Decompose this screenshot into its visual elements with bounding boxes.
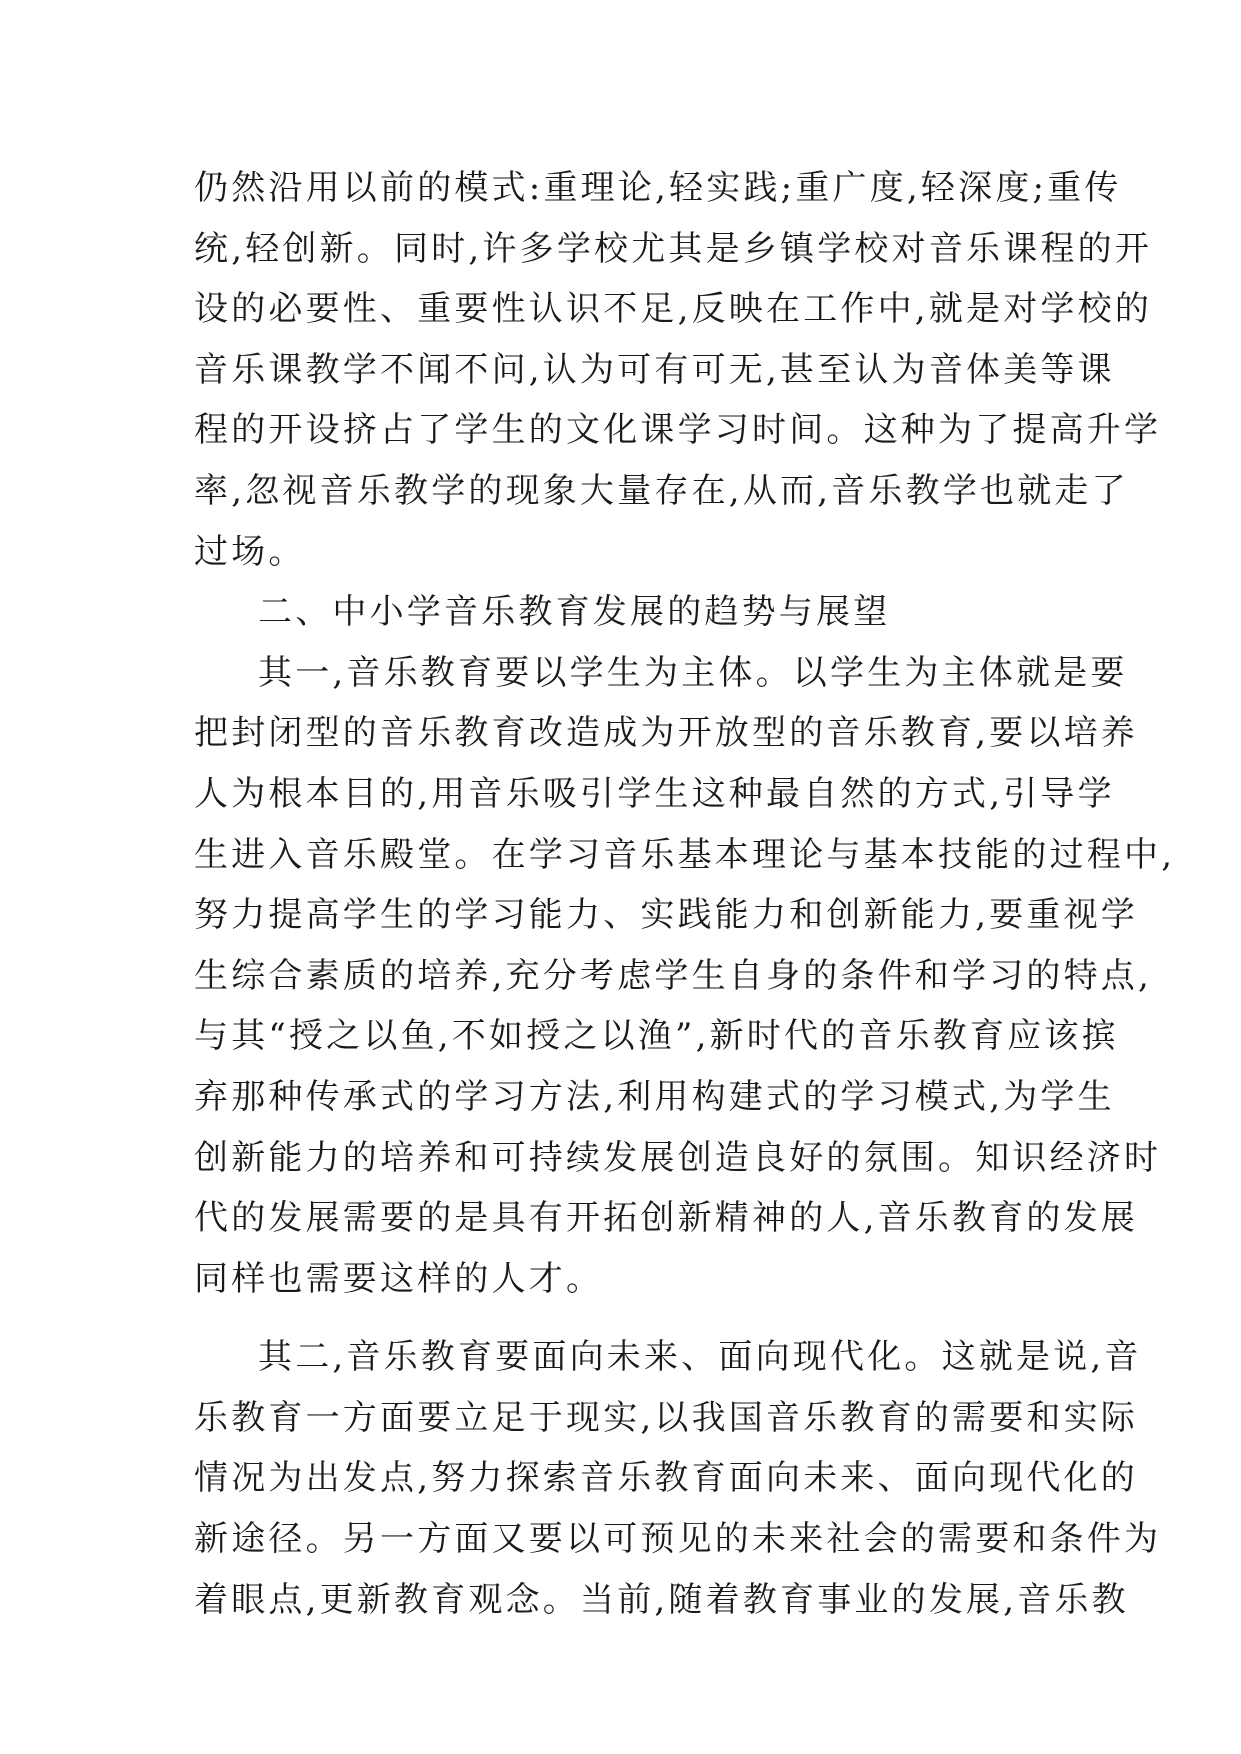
text-line: 新途径。另一方面又要以可预见的未来社会的需要和条件为	[194, 1519, 1162, 1560]
text-line: 生进入音乐殿堂。在学习音乐基本理论与基本技能的过程中,	[194, 834, 1176, 875]
text-line: 努力提高学生的学习能力、实践能力和创新能力,要重视学	[194, 895, 1139, 936]
text-line: 生综合素质的培养,充分考虑学生自身的条件和学习的特点,	[194, 955, 1153, 996]
text-line: 统,轻创新。同时,许多学校尤其是乡镇学校对音乐课程的开	[194, 228, 1153, 269]
text-line: 同样也需要这样的人才。	[194, 1258, 604, 1299]
text-line: 与其“授之以鱼,不如授之以渔”,新时代的音乐教育应该摈	[194, 1016, 1119, 1057]
section-heading: 二、中小学音乐教育发展的趋势与展望	[258, 592, 891, 633]
paragraph-start: 其二,音乐教育要面向未来、面向现代化。这就是说,音	[258, 1337, 1142, 1378]
text-line: 情况为出发点,努力探索音乐教育面向未来、面向现代化的	[194, 1458, 1139, 1499]
text-line: 弃那种传承式的学习方法,利用构建式的学习模式,为学生	[194, 1076, 1115, 1117]
text-line: 仍然沿用以前的模式:重理论,轻实践;重广度,轻深度;重传	[194, 168, 1122, 208]
text-line: 程的开设挤占了学生的文化课学习时间。这种为了提高升学	[194, 410, 1162, 451]
text-line: 过场。	[194, 531, 306, 572]
text-line: 率,忽视音乐教学的现象大量存在,从而,音乐教学也就走了	[194, 470, 1129, 511]
text-line: 设的必要性、重要性认识不足,反映在工作中,就是对学校的	[194, 289, 1153, 330]
paragraph-gap	[194, 1309, 1054, 1327]
text-line: 人为根本目的,用音乐吸引学生这种最自然的方式,引导学	[194, 773, 1115, 814]
text-line: 着眼点,更新教育观念。当前,随着教育事业的发展,音乐教	[194, 1579, 1129, 1620]
text-line: 乐教育一方面要立足于现实,以我国音乐教育的需要和实际	[194, 1397, 1139, 1438]
text-line: 把封闭型的音乐教育改造成为开放型的音乐教育,要以培养	[194, 713, 1139, 754]
text-line: 音乐课教学不闻不问,认为可有可无,甚至认为音体美等课	[194, 349, 1115, 390]
paragraph-start: 其一,音乐教育要以学生为主体。以学生为主体就是要	[258, 652, 1128, 693]
body-text	[194, 158, 1176, 1630]
text-line: 代的发展需要的是具有开拓创新精神的人,音乐教育的发展	[194, 1198, 1139, 1239]
text-line: 创新能力的培养和可持续发展创造良好的氛围。知识经济时	[194, 1137, 1162, 1178]
